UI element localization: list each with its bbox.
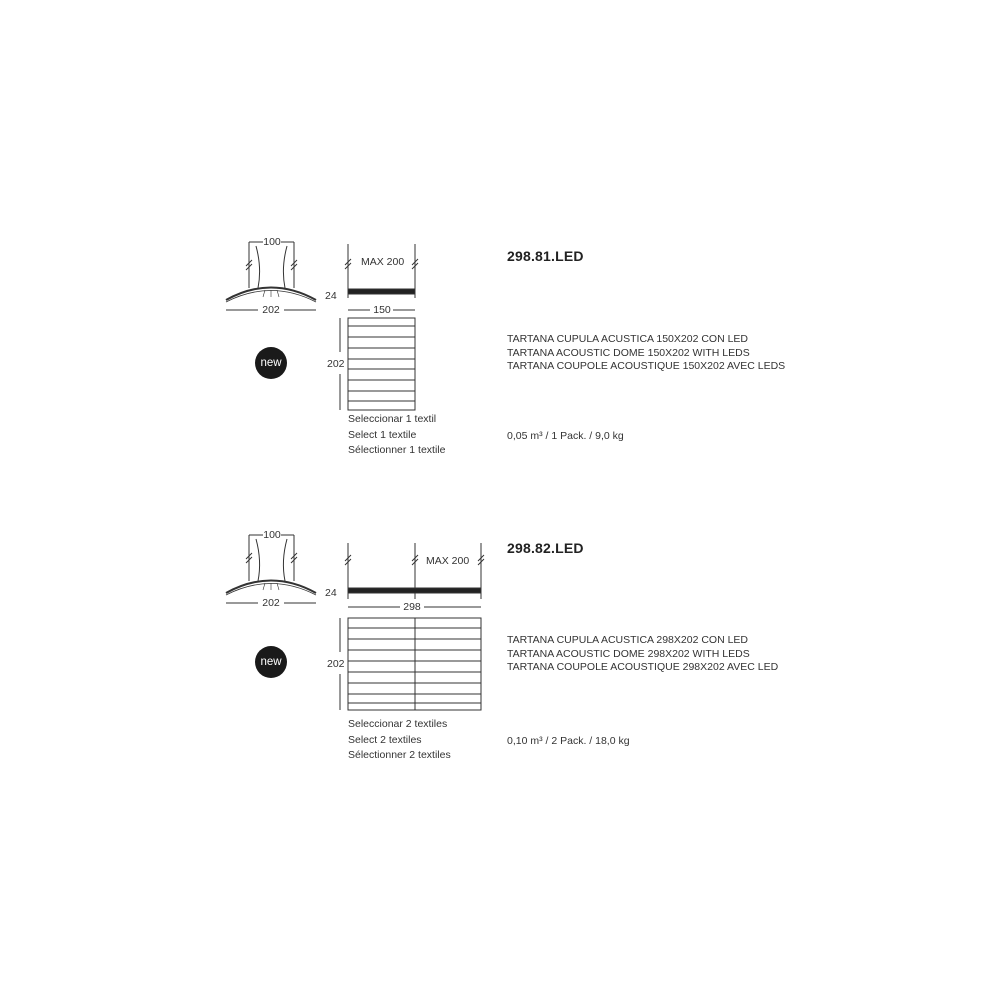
front-view-max-label: MAX 200 — [426, 555, 470, 567]
packaging-info: 0,10 m³ / 2 Pack. / 18,0 kg — [507, 735, 630, 747]
description-es: TARTANA CUPULA ACUSTICA 298X202 CON LED — [507, 634, 749, 646]
description-fr: TARTANA COUPOLE ACOUSTIQUE 298X202 AVEC LED — [507, 661, 779, 673]
new-badge: new — [255, 646, 287, 678]
side-view-length-label: 202 — [262, 597, 280, 609]
select-note-fr: Sélectionner 2 textiles — [348, 749, 451, 761]
description-en: TARTANA ACOUSTIC DOME 298X202 WITH LEDS — [507, 647, 750, 660]
front-view-width-label: 150 — [373, 304, 391, 316]
select-note-es: Seleccionar 2 textiles — [348, 718, 448, 730]
description-es: TARTANA CUPULA ACUSTICA 150X202 CON LED — [507, 333, 749, 345]
top-view-length-label: 202 — [327, 658, 345, 670]
top-view-length-label: 202 — [327, 358, 345, 370]
select-note-es: Seleccionar 1 textil — [348, 413, 437, 425]
select-note-en: Select 1 textile — [348, 428, 417, 441]
side-view-length-label: 202 — [262, 304, 280, 316]
product-code: 298.81.LED — [507, 248, 584, 264]
front-view-height-label: 24 — [325, 290, 337, 302]
packaging-info: 0,05 m³ / 1 Pack. / 9,0 kg — [507, 430, 624, 442]
new-badge: new — [255, 347, 287, 379]
select-note-fr: Sélectionner 1 textile — [348, 444, 446, 456]
product-code: 298.82.LED — [507, 540, 584, 556]
front-view-max-label: MAX 200 — [361, 256, 405, 268]
description-fr: TARTANA COUPOLE ACOUSTIQUE 150X202 AVEC LEDS — [507, 360, 786, 372]
textile-selection-note — [348, 717, 451, 764]
description-en: TARTANA ACOUSTIC DOME 150X202 WITH LEDS — [507, 346, 750, 359]
front-view-height-label: 24 — [325, 587, 337, 599]
side-view-width-label: 100 — [263, 236, 281, 248]
front-view-width-label: 298 — [403, 601, 421, 613]
product-description — [507, 634, 778, 675]
side-view-width-label: 100 — [263, 529, 281, 541]
select-note-en: Select 2 textiles — [348, 733, 422, 746]
